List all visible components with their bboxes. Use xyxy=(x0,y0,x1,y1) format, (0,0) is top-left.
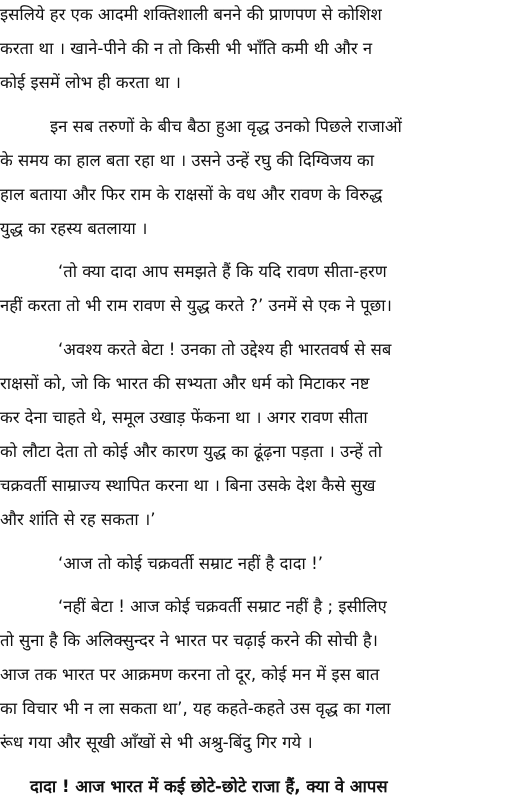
text-line: राक्षसों को, जो कि भारत की सभ्यता और धर्म को मिटाकर नष्ट xyxy=(0,374,370,393)
text-line: चक्रवर्ती साम्राज्य स्थापित करना था । बिना उसके देश कैसे सुख xyxy=(0,476,376,495)
text-line: इन सब तरुणों के बीच बैठा हुआ वृद्ध उनको पिछले राजाओं xyxy=(50,117,402,136)
text-line: और शांति से रह सकता ।’ xyxy=(0,510,156,529)
text-line: हाल बताया और फिर राम के राक्षसों के वध और रावण के विरुद्ध xyxy=(0,185,383,204)
text-line: इसलिये हर एक आदमी शक्तिशाली बनने की प्राणपण से कोशिश xyxy=(0,5,382,24)
text-line: ‘तो क्या दादा आप समझते हैं कि यदि रावण सीता-हरण xyxy=(58,262,387,281)
text-line: तो सुना है कि अलिक्सुन्दर ने भारत पर चढ़ाई करने की सोची है। xyxy=(0,631,378,650)
text-line: कोई इसमें लोभ ही करता था । xyxy=(0,73,181,92)
text-line: नहीं करता तो भी राम रावण से युद्ध करते ?’ उनमें से एक ने पूछा। xyxy=(0,296,392,315)
text-line: ‘अवश्य करते बेटा ! उनका तो उद्देश्य ही भारतवर्ष से सब xyxy=(58,340,392,359)
text-line: ‘आज तो कोई चक्रवर्ती सम्राट नहीं है दादा !’ xyxy=(58,554,324,573)
text-line: कर देना चाहते थे, समूल उखाड़ फेंकना था । अगर रावण सीता xyxy=(0,408,368,427)
text-line: रूंध गया और सूखी आँखों से भी अश्रु-बिंदु गिर गये । xyxy=(0,733,313,752)
text-line: आज तक भारत पर आक्रमण करना तो दूर, कोई मन में इस बात xyxy=(0,665,380,684)
text-line: दादा ! आज भारत में कई छोटे-छोटे राजा हैं, क्या वे आपस xyxy=(30,777,388,796)
text-line: के समय का हाल बता रहा था । उसने उन्हें रघु की दिग्विजय का xyxy=(0,151,375,170)
text-line: युद्ध का रहस्य बतलाया । xyxy=(0,219,148,238)
text-line: करता था । खाने-पीने की न तो किसी भी भाँति कमी थी और न xyxy=(0,39,373,58)
text-line: को लौटा देता तो कोई और कारण युद्ध का ढूंढ़ना पड़ता । उन्हें तो xyxy=(0,442,383,461)
text-line: ‘नहीं बेटा ! आज कोई चक्रवर्ती सम्राट नहीं है ; इसीलिए xyxy=(58,597,387,616)
text-line: का विचार भी न ला सकता था’, यह कहते-कहते उस वृद्ध का गला xyxy=(0,699,391,718)
